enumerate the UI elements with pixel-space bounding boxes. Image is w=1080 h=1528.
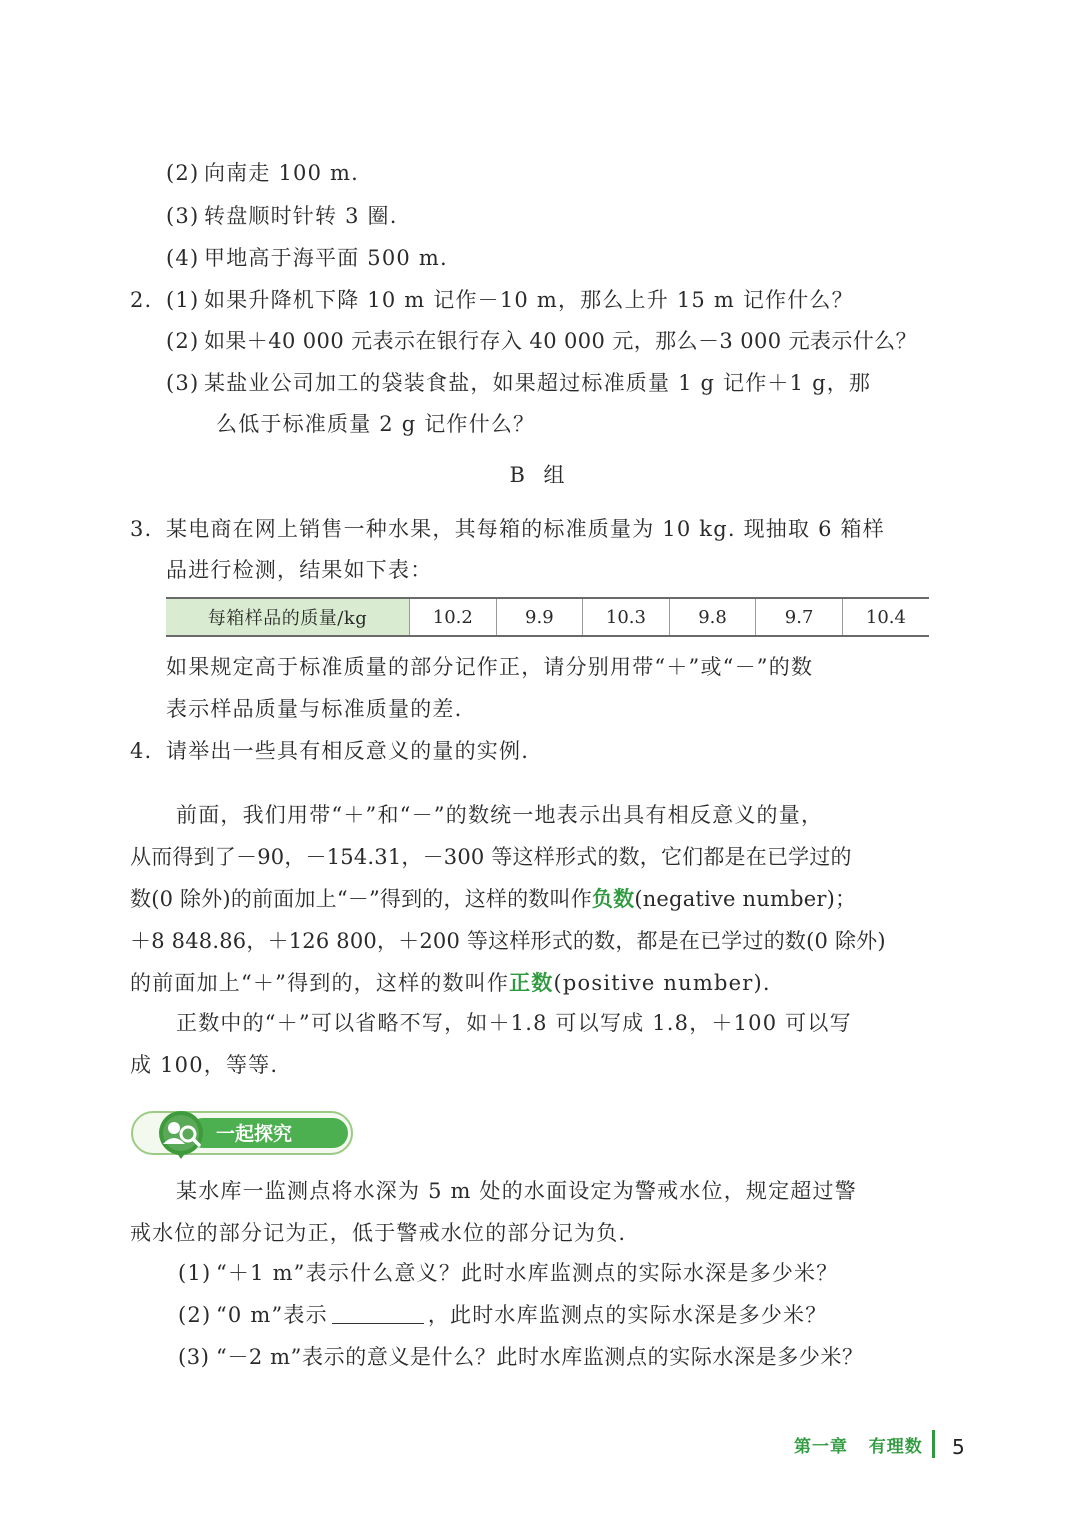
footer-chapter: 第一章 有理数 — [794, 1437, 923, 1457]
para2-line1: 正数中的“＋”可以省略不写，如＋1.8 可以写成 1.8，＋100 可以写 — [176, 1011, 852, 1035]
para1-line4: ＋8 848.86，＋126 800，＋200 等这样形式的数，都是在已学过的数(0 除外) — [130, 929, 886, 953]
para1-line3: 数(0 除外)的前面加上“－”得到的，这样的数叫作负数(negative number)； — [130, 887, 857, 911]
table-row — [166, 598, 929, 636]
exercise4-number: 4. — [130, 739, 153, 763]
table-cell: 9.9 — [496, 598, 583, 636]
explore-question1: (1) “＋1 m”表示什么意义？此时水库监测点的实际水深是多少米？ — [178, 1261, 839, 1285]
table-cell: 10.4 — [842, 598, 929, 636]
exercise3-line2: 品进行检测，结果如下表： — [166, 558, 433, 582]
exercise1-item4: (4) 甲地高于海平面 500 m. — [166, 246, 448, 270]
exercise2-item1: (1) 如果升降机下降 10 m 记作－10 m，那么上升 15 m 记作什么？ — [166, 288, 854, 312]
answer-blank — [332, 1301, 424, 1324]
para1-line2: 从而得到了－90，－154.31，－300 等这样形式的数，它们都是在已学过的 — [130, 845, 852, 869]
exercise3-line1: 某电商在网上销售一种水果，其每箱的标准质量为 10 kg. 现抽取 6 箱样 — [166, 517, 885, 541]
table-header-cell: 每箱样品的质量/kg — [166, 598, 410, 636]
badge-label: 一起探究 — [216, 1123, 293, 1145]
para1-line1: 前面，我们用带“＋”和“－”的数统一地表示出具有相反意义的量， — [176, 803, 824, 827]
sample-mass-table — [166, 597, 929, 637]
explore-intro-line2: 戒水位的部分记为正，低于警戒水位的部分记为负. — [130, 1221, 627, 1245]
explore-question3: (3) “－2 m”表示的意义是什么？此时水库监测点的实际水深是多少米？ — [178, 1345, 864, 1369]
exercise3-after-line1: 如果规定高于标准质量的部分记作正，请分别用带“＋”或“－”的数 — [166, 655, 814, 679]
table-cell: 9.7 — [756, 598, 843, 636]
exercise4-text: 请举出一些具有相反意义的量的实例. — [166, 739, 530, 763]
exercise1-item2: (2) 向南走 100 m. — [166, 161, 360, 185]
magnifier-people-icon — [159, 1111, 203, 1155]
exercise3-number: 3. — [130, 517, 153, 541]
group-b-title: B 组 — [509, 463, 571, 487]
table-cell: 10.3 — [583, 598, 670, 636]
exercise2-number: 2. — [130, 288, 153, 312]
footer-divider — [932, 1430, 935, 1458]
table-cell: 9.8 — [669, 598, 756, 636]
exercise1-item3: (3) 转盘顺时针转 3 圈. — [166, 204, 398, 228]
table-cell: 10.2 — [410, 598, 497, 636]
exercise2-item2: (2) 如果＋40 000 元表示在银行存入 40 000 元，那么－3 000 元表示什么？ — [166, 329, 917, 353]
explore-question2: (2) “0 m”表示 ，此时水库监测点的实际水深是多少米？ — [178, 1303, 828, 1327]
term-positive-number: 正数 — [509, 971, 554, 995]
para2-line2: 成 100，等等. — [130, 1053, 279, 1077]
para1-line5: 的前面加上“＋”得到的，这样的数叫作正数(positive number). — [130, 971, 771, 995]
term-negative-number: 负数 — [591, 887, 635, 911]
explore-badge — [130, 1108, 354, 1160]
explore-intro-line1: 某水库一监测点将水深为 5 m 处的水面设定为警戒水位，规定超过警 — [176, 1179, 857, 1203]
exercise2-item3-cont: 么低于标准质量 2 g 记作什么？ — [216, 412, 536, 436]
exercise2-item3: (3) 某盐业公司加工的袋装食盐，如果超过标准质量 1 g 记作＋1 g，那 — [166, 371, 872, 395]
exercise3-after-line2: 表示样品质量与标准质量的差. — [166, 697, 463, 721]
page-number: 5 — [952, 1435, 965, 1459]
